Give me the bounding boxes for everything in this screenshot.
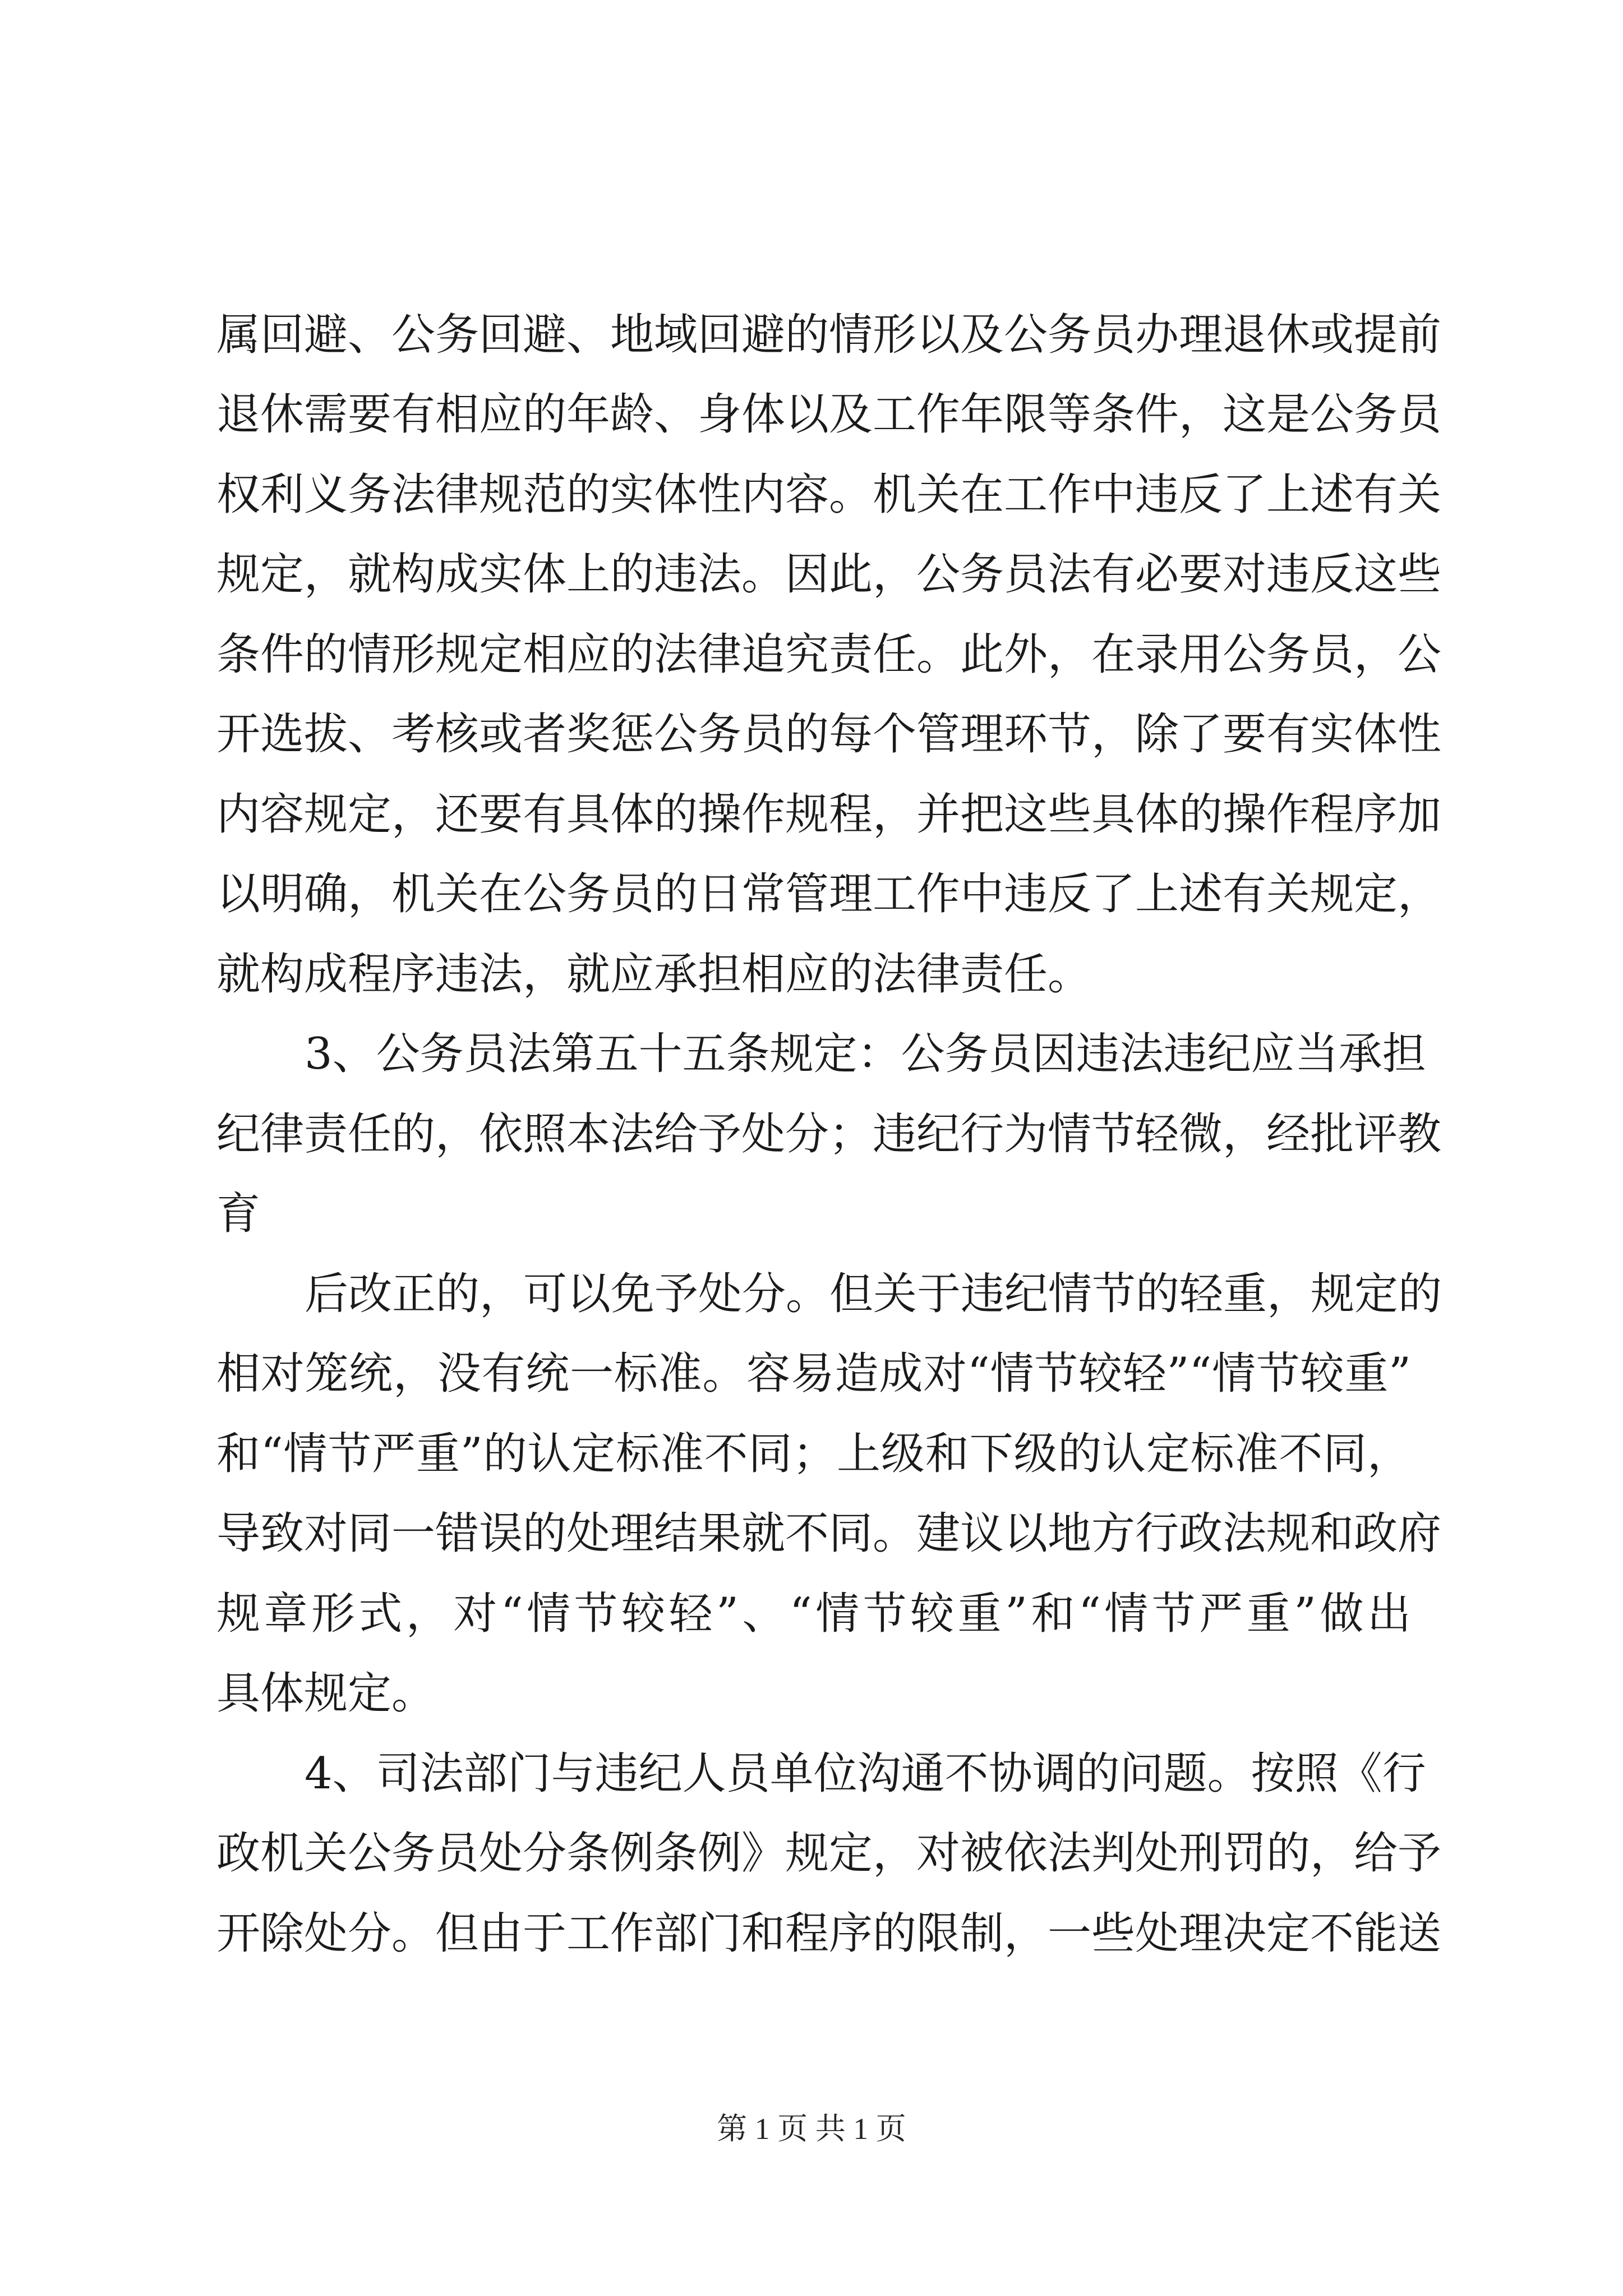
text-line: 育: [216, 1189, 261, 1239]
paragraph-first-line: 4、司法部门与违纪人员单位沟通不协调的问题。按照《行: [305, 1749, 1426, 1799]
text-line: 内容规定，还要有具体的操作规程，并把这些具体的操作程序加: [216, 789, 1442, 840]
paragraph-first-line: 后改正的，可以免予处分。但关于违纪情节的轻重，规定的: [305, 1269, 1442, 1319]
text-line: 权利义务法律规范的实体性内容。机关在工作中违反了上述有关: [216, 470, 1442, 520]
text-line: 开选拔、考核或者奖惩公务员的每个管理环节，除了要有实体性: [216, 709, 1442, 760]
text-line: 就构成程序违法，就应承担相应的法律责任。: [216, 949, 1092, 1000]
text-line: 属回避、公务回避、地域回避的情形以及公务员办理退休或提前: [216, 310, 1442, 360]
text-line: 规章形式，对“情节较轻”、“情节较重”和“情节严重”做出: [216, 1589, 1411, 1639]
text-line: 条件的情形规定相应的法律追究责任。此外，在录用公务员，公: [216, 629, 1442, 680]
text-line: 退休需要有相应的年龄、身体以及工作年限等条件，这是公务员: [216, 389, 1442, 440]
text-line: 纪律责任的，依照本法给予处分；违纪行为情节轻微，经批评教: [216, 1109, 1442, 1159]
text-line: 开除处分。但由于工作部门和程序的限制，一些处理决定不能送: [216, 1908, 1442, 1959]
text-line: 以明确，机关在公务员的日常管理工作中违反了上述有关规定，: [216, 869, 1442, 919]
text-line: 具体规定。: [216, 1668, 436, 1719]
text-line: 相对笼统，没有统一标准。容易造成对“情节较轻”“情节较重”: [216, 1349, 1411, 1399]
paragraph-first-line: 3、公务员法第五十五条规定：公务员因违法违纪应当承担: [305, 1029, 1426, 1079]
page-number-footer: 第 1 页 共 1 页: [717, 2112, 906, 2146]
text-line: 规定，就构成实体上的违法。因此，公务员法有必要对违反这些: [216, 549, 1442, 600]
text-line: 导致对同一错误的处理结果就不同。建议以地方行政法规和政府: [216, 1508, 1442, 1559]
text-line: 政机关公务员处分条例条例》规定，对被依法判处刑罚的，给予: [216, 1828, 1442, 1879]
text-line: 和“情节严重”的认定标准不同；上级和下级的认定标准不同，: [216, 1429, 1411, 1479]
